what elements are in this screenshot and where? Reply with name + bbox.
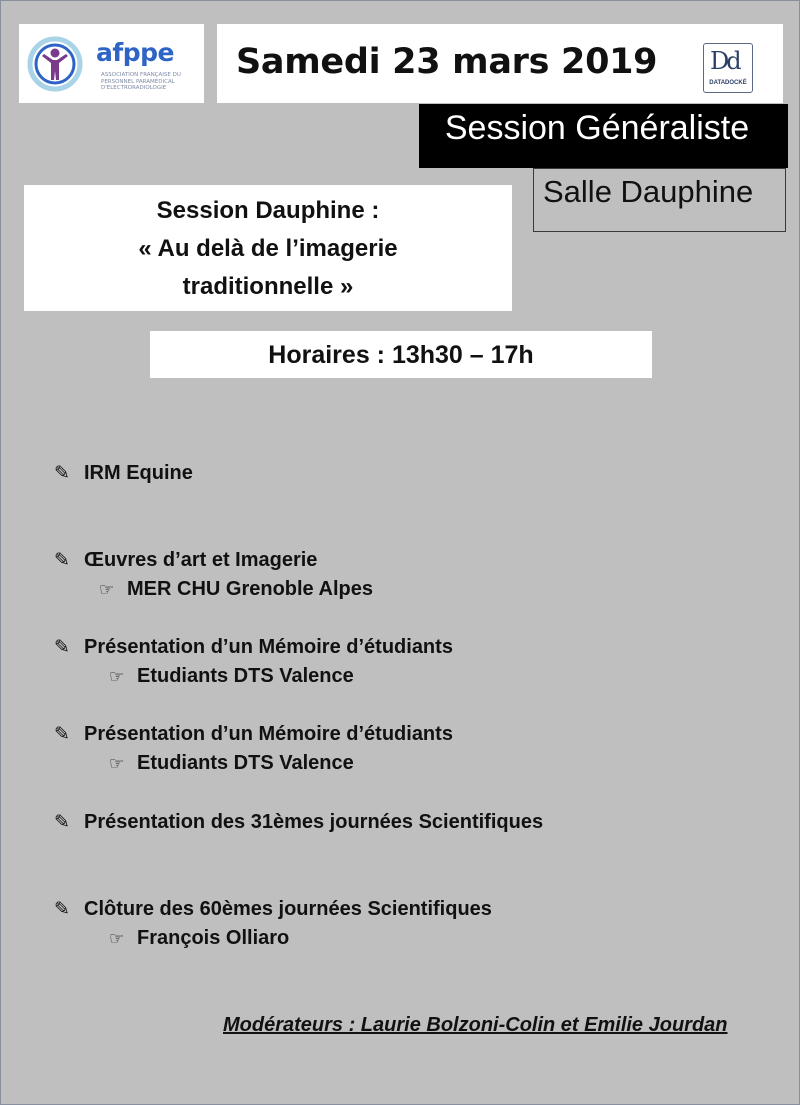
program-item [54, 723, 453, 746]
date-banner [217, 24, 783, 103]
program-item-speaker: Etudiants DTS Valence [137, 665, 354, 687]
pencil-icon: ✎ [54, 637, 70, 658]
logo-subtitle: ASSOCIATION FRANÇAISE DU PERSONNEL PARAMÉDICAL D'ELECTRORADIOLOGIE [101, 72, 181, 91]
afppe-person-icon [27, 36, 83, 92]
program-item-speaker-row [109, 927, 289, 950]
pencil-icon: ✎ [54, 463, 70, 484]
title-line-3: traditionnelle » [182, 273, 354, 300]
session-label: Session Généraliste [444, 109, 750, 147]
program-item-title: Œuvres d’art et Imagerie [84, 549, 318, 571]
session-title-box [24, 185, 512, 311]
pencil-icon: ✎ [54, 550, 70, 571]
program-item-speaker-row [99, 578, 373, 601]
program-item-title: IRM Equine [84, 462, 193, 484]
pointing-hand-icon: ☞ [109, 929, 125, 948]
session-banner [419, 104, 788, 168]
room-label: Salle Dauphine [543, 174, 754, 209]
pencil-icon: ✎ [54, 812, 70, 833]
program-item-speaker-row [109, 665, 354, 688]
pointing-hand-icon: ☞ [109, 667, 125, 686]
moderators-line: Modérateurs : Laurie Bolzoni-Colin et Emilie Jourdan [223, 1014, 728, 1036]
title-line-2: « Au delà de l’imagerie [138, 235, 398, 262]
hours-box [150, 331, 652, 378]
program-item [54, 811, 543, 834]
program-item-title: Présentation d’un Mémoire d’étudiants [84, 636, 453, 658]
program-item-speaker: Etudiants DTS Valence [137, 752, 354, 774]
logo-name: afppe [96, 38, 174, 67]
program-item-title: Présentation d’un Mémoire d’étudiants [84, 723, 453, 745]
program-item [54, 898, 492, 921]
event-date: Samedi 23 mars 2019 [236, 42, 658, 82]
room-box [533, 168, 786, 232]
pointing-hand-icon: ☞ [99, 580, 115, 599]
pencil-icon: ✎ [54, 724, 70, 745]
program-item-speaker: François Olliaro [137, 927, 290, 949]
program-item-speaker-row [109, 752, 354, 775]
afppe-logo [19, 24, 204, 103]
datadocke-badge [703, 43, 753, 93]
pointing-hand-icon: ☞ [109, 754, 125, 773]
program-item [54, 462, 193, 485]
hours-label: Horaires : 13h30 – 17h [268, 341, 534, 369]
title-line-1: Session Dauphine : [156, 197, 380, 224]
program-item-speaker: MER CHU Grenoble Alpes [127, 578, 373, 600]
datadocke-word: DATADOCKÉ [709, 80, 747, 86]
pencil-icon: ✎ [54, 899, 70, 920]
program-item [54, 636, 453, 659]
program-item [54, 549, 317, 572]
program-item-title: Clôture des 60èmes journées Scientifiques [84, 898, 492, 920]
program-item-title: Présentation des 31èmes journées Scientifiques [84, 811, 544, 833]
datadocke-letters: Dd [710, 47, 739, 75]
